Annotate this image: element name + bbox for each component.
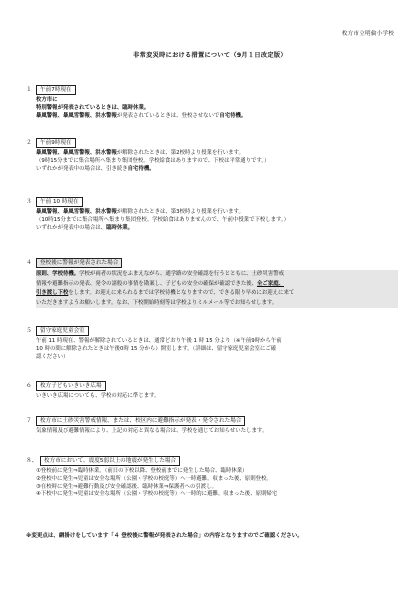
section-number: ６ <box>26 382 32 389</box>
section-landslide-evacuation <box>26 416 398 436</box>
change-note: ※変更点は、網掛けをしています「４ 登校後に警報が発表された場合」の内容となりますのでご確認ください。 <box>26 533 303 539</box>
section-7am <box>26 85 398 120</box>
text-line: 原則、学校待機。学校が両者の状況をふまえながら、通学路の安全確認を行うとともに、土砂災害警戒 <box>36 270 398 280</box>
text-line: 認ください） <box>36 353 69 360</box>
section-number: ５ <box>26 327 32 334</box>
section-number: ４ <box>26 259 32 266</box>
text-line: いずれかが発表中の場合は、引き続き自宅待機。 <box>36 165 155 172</box>
text-line: 暴風警報、暴風雪警報、洪水警報が発表されているときは、登校させないで自宅待機。 <box>36 112 247 119</box>
section-number: ７ <box>26 417 32 424</box>
text-line: 午前 11 時現在、警報が解除されているときは、通常どおり午後 1 時 15 分より（※午前9時から午前 <box>36 338 282 344</box>
section-heading: 午前7時現在 <box>36 85 76 95</box>
text-line: 特別警報が発表されているときは、臨時休業。 <box>36 104 150 111</box>
section-number: １ <box>26 86 32 93</box>
text-line: ①登校前に発生⇒臨時休業。（前日の下校以降、登校前までに発生した場合、臨時休業） <box>36 468 248 474</box>
section-9am <box>26 138 398 173</box>
section-heading: 枚方市に土砂災害警戒情報、または、校区内に避難指示が発表・発令された場合 <box>36 416 245 426</box>
text-line: いきいき広場についても、学校の対応に準じます。 <box>36 393 160 399</box>
section-10am <box>26 197 398 232</box>
text-line: ③在校時に発生⇒避難行動及び安全確認後、臨時休業⇒保護者への引渡し。 <box>36 483 217 490</box>
text-line: いずれかが発表中の場合は、臨時休業。 <box>36 224 134 231</box>
text-line: 気象情報及び避難情報により、上記の対応と異なる場合は、学校を通じてお知らせいたします。 <box>36 428 268 434</box>
section-heading: 留守家庭児童会室 <box>36 326 89 336</box>
text-line: 枚方市に <box>36 97 58 103</box>
text-line: ②登校中に発生⇒児童は安全な場所（公園・学校の校庭等）へ一時避難。収まった後、原則登校。 <box>36 475 272 482</box>
section-after-arrival <box>26 258 398 308</box>
section-heading: 午前9時現在 <box>36 138 76 148</box>
text-line: （10時15分までに集合場所へ集まり集団登校。学校給食はありませんので、午前中授業で下校します。） <box>36 216 290 223</box>
section-earthquake <box>26 456 398 499</box>
section-ikiiki-plaza <box>26 381 398 401</box>
section-after-school-room <box>26 326 398 361</box>
section-heading: 午前 10 時現在 <box>36 197 83 207</box>
section-heading: 枚方子どもいきいき広場 <box>36 381 106 391</box>
section-number: ８、 <box>26 457 38 464</box>
section-heading: 登校後に警報が発表された場合 <box>36 258 122 268</box>
text-line: 情報や避難指示の発表、発令の諸般の事情を勘案し、子どもの安全の確保が確認できた後、全ご家庭、 <box>36 280 398 290</box>
text-line: いただきますようお願いします。なお、下校開始時刻等は学校よりミルメール等でお知らせします。 <box>36 299 398 309</box>
section-number: ２ <box>26 139 32 146</box>
school-name: 枚方市立明倫小学校 <box>341 31 394 37</box>
text-line: 10 時の間に解除されたときは午後0時 15 分から）開室します。（詳細は、留守家庭児童会室にご確 <box>36 345 277 352</box>
section-heading: 枚方市において、震度5弱以上の地震が発生した場合 <box>40 456 180 466</box>
text-line: 引き渡し下校をします。お迎えに来られるまでは学校待機となりますので、できる限り早めにお迎えに来て <box>36 289 398 299</box>
text-line: （9時15分までに集合場所へ集まり集団登校。学校給食はありますので、下校は平常通りです。） <box>36 157 270 164</box>
text-line: 暴風警報、暴風雪警報、洪水警報が解除されたときは、第3校時より授業を行います。 <box>36 209 244 215</box>
section-number: ３ <box>26 198 32 205</box>
text-line: 暴風警報、暴風雪警報、洪水警報が解除されたときは、第2校時より授業を行います。 <box>36 150 244 156</box>
text-line: ④下校中に発生⇒児童は安全な場所（公園・学校の校庭等）へ一時的に避難。収まった後、原則帰宅 <box>36 491 278 498</box>
page-title: 非常変災時における措置について（9月１日改定版） <box>133 52 287 59</box>
